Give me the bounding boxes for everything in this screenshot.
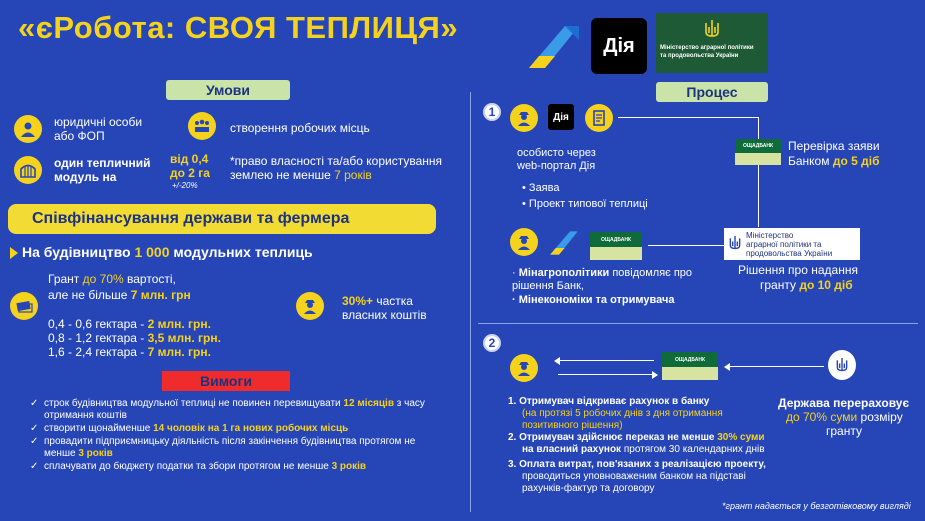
module-text: один тепличний модуль на: [54, 156, 151, 184]
bullet-project: • Проект типової теплиці: [522, 198, 648, 210]
arrow-left: [558, 360, 654, 361]
bank-name: ОЩАДБАНК: [590, 232, 642, 247]
own-pct: 30%+: [342, 294, 374, 308]
arrow-left-head: [554, 357, 560, 365]
grant-tier-1: [48, 317, 211, 331]
step-1-badge: 1: [483, 103, 501, 121]
oschadbank-card-3: [662, 352, 718, 380]
bank-check-line2: [788, 154, 879, 168]
state-2: розміру: [857, 410, 903, 424]
bank-name: ОЩАДБАНК: [735, 139, 781, 153]
requirement-item: ✓ створити щонайменше 14 чоловік на 1 га нових робочих місць: [30, 423, 430, 435]
personal-line1: особисто через: [517, 147, 596, 159]
arrow-from-state: [728, 366, 824, 367]
grant-mid: вартості,: [123, 272, 176, 286]
step2-item-2: 2. Отримувач здійснює переказ не менше 30% суми на власний рахунок протягом 30 календарних днів: [508, 432, 765, 455]
person-icon: [14, 115, 42, 143]
ownership-text: [230, 154, 470, 182]
workers-icon: [188, 112, 216, 140]
tier-amount: 2 млн. грн.: [147, 317, 211, 331]
ownership-pre: *право власності та/або користування землею не менше: [230, 154, 442, 182]
grant-limit-pre: але не більше: [48, 288, 131, 302]
recipient-icon-2: [510, 354, 538, 382]
bank-check-line1: Перевірка заяви: [788, 139, 880, 153]
page-title: «єРобота: СВОЯ ТЕПЛИЦЯ»: [18, 10, 459, 45]
tier-amount: 3,5 млн. грн.: [147, 331, 221, 345]
connector-line: [758, 117, 759, 139]
grant-line1: [48, 272, 176, 286]
state-line2: [786, 410, 903, 424]
build-num: 1 000: [134, 244, 170, 260]
tier-amount: 7 млн. грн.: [147, 345, 211, 359]
requirements-header: Вимоги: [162, 371, 290, 391]
connector-line: [648, 245, 724, 246]
build-text: [22, 244, 313, 260]
applicant-icon: [510, 104, 538, 132]
bullet-application: • Заява: [522, 182, 560, 194]
cofinancing-header: Співфінансування держави та фермера: [8, 204, 436, 234]
legal-entity-text: юридичні особи або ФОП: [54, 115, 143, 143]
grant-tier-3: [48, 345, 211, 359]
requirements-list: [30, 398, 430, 474]
conditions-header: Умови: [166, 80, 290, 100]
step-2-badge: 2: [483, 334, 501, 352]
diia-small-logo: [548, 104, 574, 130]
step2-item-1: 1. Отримувач відкриває рахунок в банку (на протязі 5 робочих днів з дня отримання позитивного рішення): [508, 396, 723, 431]
greenhouse-icon: [14, 156, 42, 184]
own-funds-line1: [342, 294, 413, 308]
notify-line2: · Мінекономіки та отримувача: [512, 294, 675, 306]
connector-line: [618, 117, 758, 118]
state-line3: гранту: [826, 424, 862, 438]
diia-small-text: Дія: [553, 111, 569, 123]
requirement-item: ✓ провадити підприємницьку діяльність після закінчення будівництва протягом не менше 3 років: [30, 436, 430, 460]
money-icon: [10, 292, 38, 320]
jobs-text: створення робочих місць: [230, 121, 370, 135]
decision-days: до 10 діб: [799, 278, 853, 292]
own-text1: частка: [373, 294, 413, 308]
own-funds-line2: власних коштів: [342, 308, 427, 322]
state-emblem: [828, 350, 856, 380]
erobota-small-logo: [548, 228, 580, 258]
process-header: Процес: [656, 82, 768, 102]
grant-tier-2: [48, 331, 221, 345]
tier-range: 1,6 - 2,4 гектара -: [48, 345, 148, 359]
oschadbank-card-1: [735, 139, 781, 165]
farmer-icon: [296, 292, 324, 320]
requirement-item: ✓ сплачувати до бюджету податки та збори протягом не менше 3 років: [30, 461, 430, 473]
grant-pct: до 70%: [82, 272, 124, 286]
ministry-card: [724, 228, 860, 260]
arrow-right-head: [652, 371, 658, 379]
personal-line2: web-портал Дія: [517, 160, 596, 172]
decision-line2: [760, 278, 853, 292]
diia-logo-text: Дія: [603, 34, 635, 57]
oschadbank-card-2: [590, 232, 642, 260]
arrow-right: [558, 374, 654, 375]
trident-icon: [703, 19, 721, 39]
requirement-item: ✓ строк будівництва модульної теплиці не повинен перевищувати 12 місяців з часу отримання коштів: [30, 398, 430, 422]
grant-limit: 7 млн. грн: [130, 288, 191, 302]
arrow-icon: [10, 247, 18, 259]
area-range-2: до 2 га: [170, 166, 210, 180]
grant-line2: [48, 288, 191, 302]
recipient-icon: [510, 228, 538, 256]
decision-pre: гранту: [760, 278, 800, 292]
document-icon: [585, 104, 613, 132]
ministry-logo: [656, 13, 768, 73]
notify-line1: · Мінагрополітики повідомляє про рішення Банк,: [512, 267, 693, 292]
state-pct: до 70% суми: [786, 410, 858, 424]
vertical-divider: [470, 92, 471, 512]
grant-pre: Грант: [48, 272, 83, 286]
horizontal-divider: [478, 323, 918, 324]
check-pre: Банком: [788, 154, 833, 168]
ownership-years: 7 років: [334, 168, 372, 182]
build-pre: На будівництво: [22, 244, 135, 260]
tier-range: 0,8 - 1,2 гектара -: [48, 331, 148, 345]
erobota-logo: [525, 22, 583, 72]
connector-line: [758, 165, 759, 227]
area-tolerance: +/-20%: [172, 181, 198, 190]
build-post: модульних теплиць: [169, 244, 313, 260]
footnote: *грант надається у безготівковому вигляді: [722, 501, 911, 511]
ministry-logo-text2: та продовольства України: [660, 53, 739, 59]
area-range-1: від 0,4: [170, 152, 209, 166]
trident-icon: [728, 234, 742, 257]
arrow-from-state-head: [724, 363, 730, 371]
tier-range: 0,4 - 0,6 гектара -: [48, 317, 148, 331]
ministry-logo-text1: Міністерство аграрної політики: [660, 45, 754, 51]
check-days: до 5 діб: [832, 154, 880, 168]
diia-logo: [591, 18, 647, 74]
trident-icon: [835, 356, 849, 374]
step2-item-3: 3. Оплата витрат, пов'язаних з реалізацією проекту, проводиться уповноваженим банком на підставі рахунків-фактур та договору: [508, 459, 766, 494]
bank-name: ОЩАДБАНК: [662, 352, 718, 367]
decision-line1: Рішення про надання: [738, 263, 858, 277]
state-line1: Держава перераховує: [778, 396, 910, 410]
ministry-card-text: Міністерство аграрної політики та продовольства України: [746, 231, 833, 258]
